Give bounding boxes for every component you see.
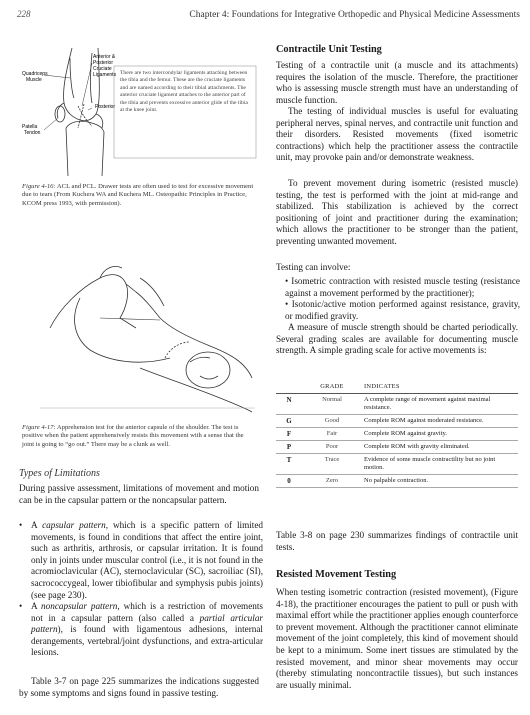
contractile-paragraph-2: The testing of individual muscles is useful for evaluating peripheral nerves, spinal nerves, and contractile unit function and their disorders. Resisted movements (fixed isometric contractions) which help the practitioner assess the contractile unit, may provoke pain and/or demonstrate weakness. bbox=[276, 106, 518, 163]
table-reference-paragraph: Table 3-7 on page 225 summarizes the indications suggested by some symptoms and signs found in passive testing. bbox=[19, 676, 259, 698]
contractile-unit-heading: Contractile Unit Testing bbox=[276, 44, 382, 55]
figure-4-17-caption: Figure 4-17: Apprehension test for the anterior capsule of the shoulder. The test is positive when the patient apprehensively resists this movement with a sense that the joint is going to “go out.” There may be a clunk as well. bbox=[22, 424, 244, 448]
isotonic-bullet: • Isotonic/active motion performed against resistance, gravity, or modified gravity. bbox=[285, 299, 520, 321]
contractile-summary-paragraph: Table 3-8 on page 230 summarizes findings of contractile unit tests. bbox=[276, 530, 518, 552]
types-of-limitations-heading: Types of Limitations bbox=[19, 468, 100, 479]
noncapsular-pattern-bullet: • A noncapsular pattern, which is a restriction of movements not in a capsular pattern (also called a partial articular pattern), is found with ligamentous adhesions, internal derangements, vertebral/joint dysfunctions, and extra-articular lesions. bbox=[19, 601, 263, 658]
label-muscle: Muscle bbox=[26, 77, 42, 83]
label-quadriceps: Quadriceps bbox=[22, 71, 48, 77]
isometric-bullet: • Isometric contraction with resisted muscle testing (resistance against a movement performed by the practitioner); bbox=[285, 276, 520, 298]
table-header-symbol bbox=[276, 381, 302, 394]
label-anterior: Anterior & bbox=[93, 54, 116, 60]
capsular-pattern-bullet: • A capsular pattern, which is a specific pattern of limited movements, is found in conditions that affect the entire joint, such as arthritis, arthrosis, or capsular irritation. It is found only in joints under muscular control (i.e., it is not found in the acromioclavicular (AC), sternoclavicular (SC), sacroiliac (SI), sacrococcygeal, lower tibiofibular and symphysis pubis joints) (see page 230). bbox=[19, 520, 263, 600]
table-header-row bbox=[276, 381, 518, 394]
resisted-movement-paragraph: When testing isometric contraction (resisted movement), (Figure 4-18), the practitioner encourages the patient to pull or push with maximal effort while the practitioner applies enough counterforce to prevent movement. Although the practitioner cannot eliminate movement of the joint completely, this kind of movement should be kept to a minimum. Some inert tissues are stimulated by the resisted movement, and minor shear movements may occur (thereby stimulating noncontractile tissues), but such instances are usually minimal. bbox=[276, 587, 518, 690]
table-header-indicates: INDICATES bbox=[362, 381, 518, 394]
knee-ligament-figure bbox=[22, 48, 262, 178]
table-header-grade: GRADE bbox=[302, 381, 362, 394]
table-row: T Trace Evidence of some muscle contractility but no joint motion. bbox=[276, 454, 518, 475]
label-cruciate: Cruciate bbox=[93, 66, 112, 72]
muscle-grading-table bbox=[276, 381, 518, 488]
page-number: 228 bbox=[17, 9, 31, 19]
testing-involve-text: Testing can involve: bbox=[276, 262, 351, 272]
shoulder-apprehension-figure bbox=[40, 258, 255, 413]
table-row: N Normal A complete range of movement against maximal resistance. bbox=[276, 394, 518, 415]
label-posterior: Posterior bbox=[93, 60, 114, 66]
label-patella: Patella bbox=[22, 124, 38, 130]
table-row: P Poor Complete ROM with gravity eliminated. bbox=[276, 441, 518, 454]
label-ligaments: Ligaments bbox=[93, 72, 117, 78]
contractile-paragraph-1: Testing of a contractile unit (a muscle and its attachments) requires the isolation of the muscle. Therefore, the practitioner who is assessing muscle strength must have an understanding of muscle function. bbox=[276, 60, 518, 105]
table-row: G Good Complete ROM against moderated resistance. bbox=[276, 415, 518, 428]
label-tendon: Tendon bbox=[24, 130, 41, 136]
resisted-movement-heading: Resisted Movement Testing bbox=[276, 569, 397, 580]
contractile-paragraph-3: To prevent movement during isometric (resisted muscle) testing, the test is performed with the joint at mid-range and stabilized. This stabilization is achieved by the correct positioning of joint and practitioner during the examination; which allows the practitioner to be stronger than the patient, preventing unwanted movement. bbox=[276, 178, 518, 246]
table-row: F Fair Complete ROM against gravity. bbox=[276, 428, 518, 441]
figure-inset-text: There are two intercondylar ligaments attaching between the tibia and the femur. These are the cruciate ligaments and are named according to their tibial attachments. The anterior cruciate ligament attaches to the anterior part of the tibia and prevents excessive anterior glide of the tibia at the knee joint. bbox=[120, 70, 248, 114]
limitations-paragraph: During passive assessment, limitations of movement and motion can be in the capsular pattern or the noncapsular pattern. bbox=[19, 483, 259, 505]
running-header: Chapter 4: Foundations for Integrative Orthopedic and Physical Medicine Assessments bbox=[189, 10, 520, 20]
table-row: 0 Zero No palpable contraction. bbox=[276, 475, 518, 488]
figure-4-16-caption: Figure 4-16: ACL and PCL. Drawer tests are often used to test for excessive movement due to tears (From Kuchera WA and Kuchera ML. Osteopathic Principles in Practice, KCOM press 1993, with permission). bbox=[22, 183, 254, 207]
grading-scale-paragraph: A measure of muscle strength should be charted periodically. Several grading scales are available for documenting muscle strength. A simple grading scale for active movements is: bbox=[276, 322, 518, 356]
label-posterior-2: Posterior bbox=[95, 104, 116, 110]
